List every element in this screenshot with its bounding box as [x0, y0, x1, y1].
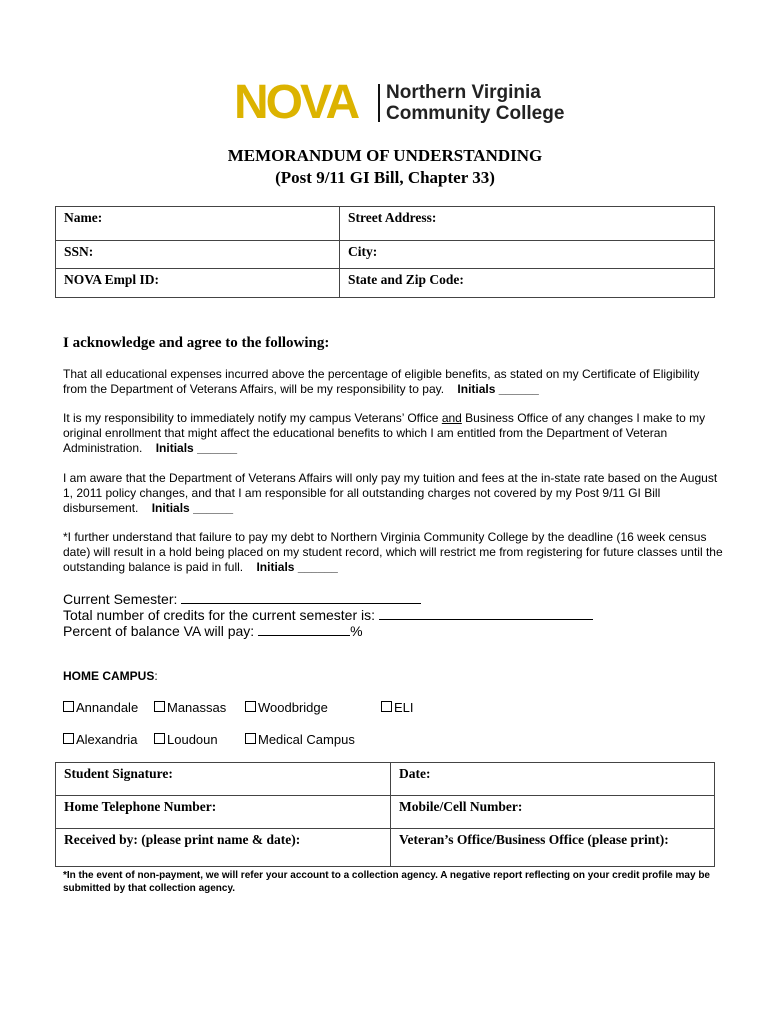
campus-option-label: Alexandria: [76, 732, 138, 747]
percent-label: Percent of balance VA will pay:: [63, 623, 255, 639]
checkbox-icon[interactable]: [63, 733, 74, 744]
percent-row: [63, 622, 363, 639]
campus-option-woodbridge[interactable]: [245, 700, 328, 715]
campus-option-label: Woodbridge: [258, 700, 328, 715]
ack-paragraph-text: I am aware that the Department of Veterans Affairs will only pay my tuition and fees at the in-state rate based on the August 1, 2011 policy changes, and that I am responsible for all outstanding charges not covered by my Post 9/11 GI Bill disbursement.: [63, 471, 718, 515]
logo-college-name: [386, 82, 564, 124]
city-field[interactable]: City:: [340, 241, 715, 269]
initials-field[interactable]: Initials ______: [457, 382, 539, 396]
home-telephone-field[interactable]: Home Telephone Number:: [56, 796, 391, 829]
campus-option-label: Medical Campus: [258, 732, 355, 747]
collection-footnote: *In the event of non-payment, we will refer your account to a collection agency. A negative report reflecting on your credit profile may be submitted by that collection agency.: [63, 870, 710, 894]
initials-field[interactable]: Initials ______: [155, 441, 238, 455]
campus-option-label: ELI: [394, 700, 414, 715]
logo-divider: [378, 84, 380, 122]
student-info-table: [55, 206, 715, 298]
empl-id-field[interactable]: NOVA Empl ID:: [56, 269, 340, 298]
credits-label: Total number of credits for the current semester is:: [63, 607, 376, 623]
campus-option-loudoun[interactable]: [154, 732, 218, 747]
campus-option-label: Manassas: [167, 700, 227, 715]
home-campus-label: [63, 669, 158, 683]
credits-row: [63, 606, 593, 623]
acknowledge-heading: I acknowledge and agree to the following:: [63, 335, 330, 351]
ack-paragraph-text: It is my responsibility to immediately notify my campus Veterans’ Office: [63, 411, 442, 425]
percent-input[interactable]: [258, 622, 350, 636]
home-campus-colon: :: [154, 669, 158, 683]
initials-field[interactable]: Initials ______: [256, 560, 338, 574]
checkbox-icon[interactable]: [154, 701, 165, 712]
initials-field[interactable]: Initials ______: [151, 501, 234, 515]
credits-input[interactable]: [379, 606, 593, 620]
veterans-office-field[interactable]: Veteran’s Office/Business Office (please print):: [391, 829, 715, 867]
name-field[interactable]: Name:: [56, 207, 340, 241]
ack-paragraph-3: [63, 471, 723, 516]
checkbox-icon[interactable]: [245, 733, 256, 744]
mobile-number-field[interactable]: Mobile/Cell Number:: [391, 796, 715, 829]
signature-table: [55, 762, 715, 867]
percent-suffix: %: [350, 623, 363, 639]
state-zip-field[interactable]: State and Zip Code:: [340, 269, 715, 298]
ack-paragraph-text: That all educational expenses incurred above the percentage of eligible benefits, as stated on my Certificate of Eligibility from the Department of Veterans Affairs, will be my responsibility to pay.: [63, 367, 700, 396]
nova-logo: [234, 76, 565, 129]
ack-paragraph-1: [63, 367, 723, 397]
student-signature-field[interactable]: Student Signature:: [56, 763, 391, 796]
campus-option-medical-campus[interactable]: [245, 732, 355, 747]
ssn-field[interactable]: SSN:: [56, 241, 340, 269]
current-semester-row: [63, 590, 421, 607]
current-semester-input[interactable]: [181, 590, 421, 604]
document-subtitle: (Post 9/11 GI Bill, Chapter 33): [275, 168, 495, 187]
ack-paragraph-4: [63, 530, 723, 575]
date-field[interactable]: Date:: [391, 763, 715, 796]
ack-paragraph-text: Business Office of any changes I make to my original enrollment that might affect the educational benefits to which I am entitled from the Department of Veteran Administration.: [63, 411, 706, 455]
document-title: MEMORANDUM OF UNDERSTANDING: [227, 146, 543, 165]
ack-underlined-word: and: [441, 411, 462, 425]
campus-option-annandale[interactable]: [63, 700, 138, 715]
campus-option-label: Annandale: [76, 700, 139, 715]
logo-wordmark: NOVA: [234, 76, 358, 129]
campus-option-label: Loudoun: [167, 732, 218, 747]
campus-option-eli[interactable]: [381, 700, 414, 715]
ack-paragraph-2: [63, 411, 723, 456]
current-semester-label: Current Semester:: [63, 591, 178, 607]
ack-paragraph-text: *I further understand that failure to pay my debt to Northern Virginia Community College by the deadline (16 week census date) will result in a hold being placed on my student record, which will restrict me from registering for future classes until the outstanding balance is paid in full.: [63, 530, 723, 574]
checkbox-icon[interactable]: [381, 701, 392, 712]
checkbox-icon[interactable]: [154, 733, 165, 744]
logo-line2: Community College: [386, 103, 565, 124]
home-campus-label-text: HOME CAMPUS: [63, 669, 155, 683]
logo-line1: Northern Virginia: [386, 82, 541, 103]
checkbox-icon[interactable]: [245, 701, 256, 712]
checkbox-icon[interactable]: [63, 701, 74, 712]
received-by-field[interactable]: Received by: (please print name & date):: [56, 829, 391, 867]
campus-option-alexandria[interactable]: [63, 732, 137, 747]
street-address-field[interactable]: Street Address:: [340, 207, 715, 241]
campus-option-manassas[interactable]: [154, 700, 226, 715]
